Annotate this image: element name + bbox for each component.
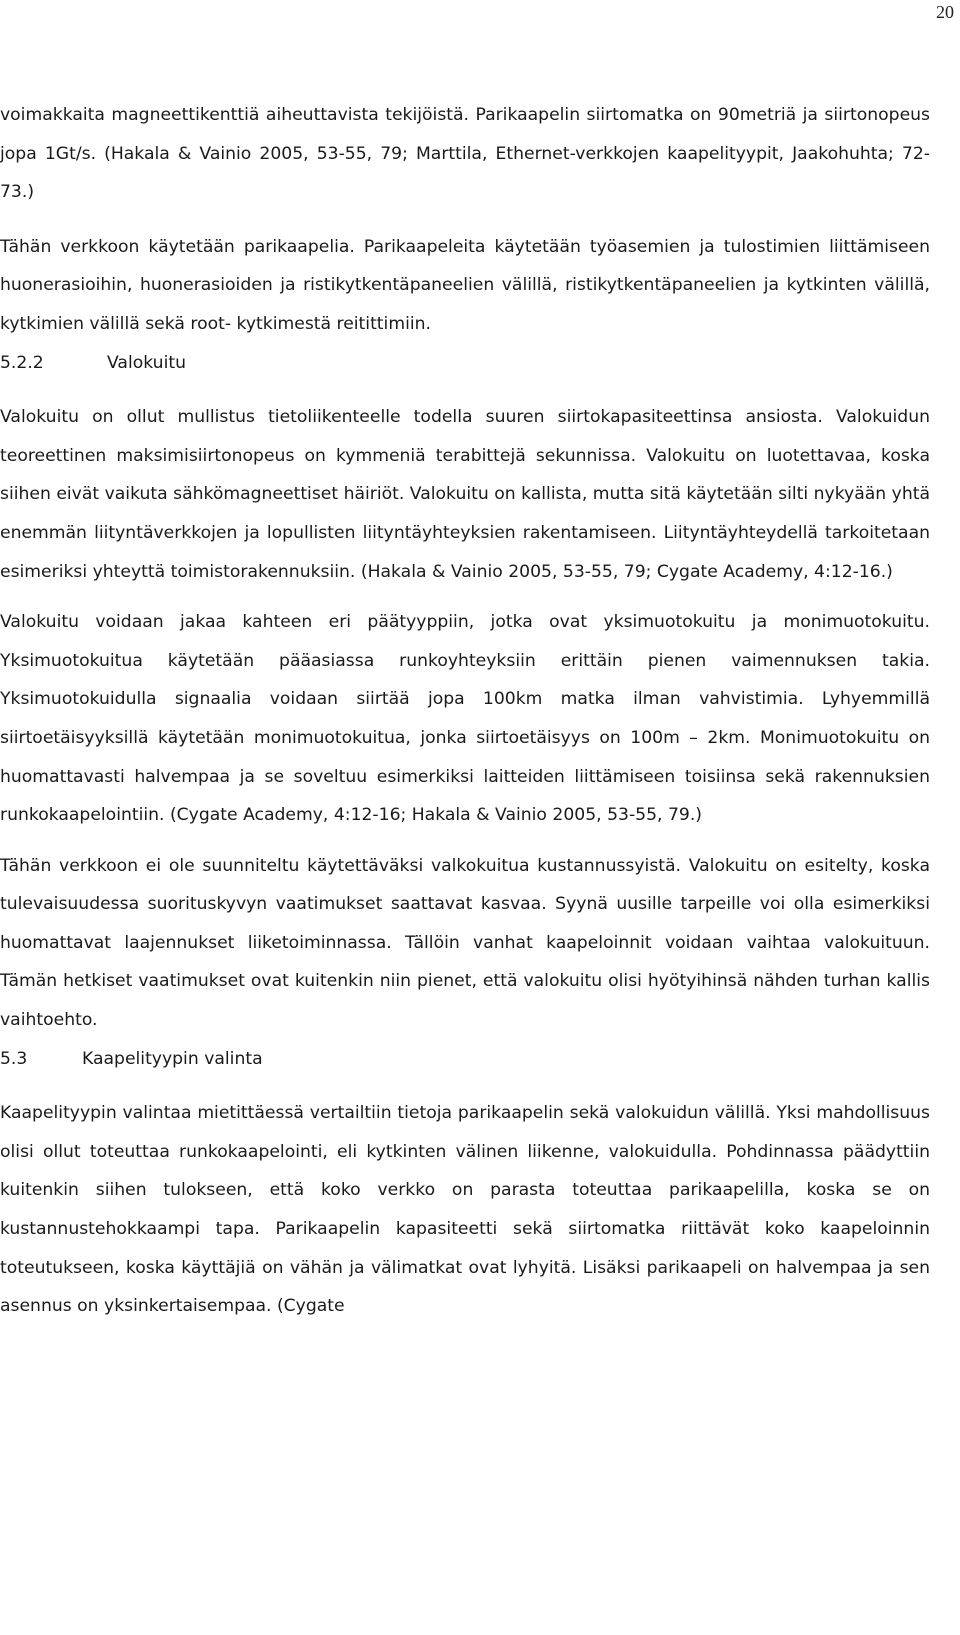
page-number: 20 bbox=[936, 2, 954, 22]
section-title: Kaapelityypin valinta bbox=[82, 1048, 263, 1069]
paragraph-valokuitu-intro: Valokuitu on ollut mullistus tietoliikenteelle todella suuren siirtokapasiteettinsa ansiosta. Valokuidun teoreettinen maksimisiirtonopeus on kymmeniä terabittejä sekunnissa. Valokuitu on luotettavaa, koska siihen eivät vaikuta sähkömagneettiset häiriöt. Valokuitu on kallista, mutta sitä käytetään silti nykyään yhtä enemmän liityntäverkkojen ja lopullisten liityntäyhteyksien rakentamiseen. Liityntäyhteydellä tarkoitetaan esimeriksi yhteyttä toimistorakennuksiin. (Hakala & Vainio 2005, 53-55, 79; Cygate Academy, 4:12-16.) bbox=[0, 407, 930, 582]
section-heading-kaapelityypin-valinta bbox=[0, 1040, 930, 1079]
section-title: Valokuitu bbox=[107, 352, 186, 373]
section-heading-valokuitu bbox=[0, 344, 930, 383]
section-number: 5.2.2 bbox=[0, 352, 44, 373]
paragraph-valokuitu-perustelu: Tähän verkkoon ei ole suunniteltu käytettäväksi valkokuitua kustannussyistä. Valokuitu on esitelty, koska tulevaisuudessa suorituskyvyn vaatimukset saattavat kasvaa. Syynä uusille tarpeille voi olla esimerkiksi huomattavat laajennukset liiketoiminnassa. Tällöin vanhat kaapeloinnit voidaan vaihtaa valokuituun. Tämän hetkiset vaatimukset ovat kuitenkin niin pienet, että valokuitu olisi hyötyihinsä nähden turhan kallis vaihtoehto. bbox=[0, 855, 930, 1031]
paragraph-valokuitu-tyypit: Valokuitu voidaan jakaa kahteen eri päätyyppiin, jotka ovat yksimuotokuitu ja monimuotokuitu. Yksimuotokuitua käytetään pääasiassa runkoyhteyksiin erittäin pienen vaimennuksen takia. Yksimuotokuidulla signaalia voidaan siirtää jopa 100km matka ilman vahvistimia. Lyhyemmillä siirtoetäisyyksillä käytetään monimuotokuitua, jonka siirtoetäisyys on 100m – 2km. Monimuotokuitu on huomattavasti halvempaa ja se soveltuu esimerkiksi laitteiden liittämiseen toisiinsa sekä rakennuksien runkokaapelointiin. (Cygate Academy, 4:12-16; Hakala & Vainio 2005, 53-55, 79.) bbox=[0, 612, 930, 826]
paragraph-parikaapeli-siirto: voimakkaita magneettikenttiä aiheuttavista tekijöistä. Parikaapelin siirtomatka on 90metriä ja siirtonopeus jopa 1Gt/s. (Hakala & Vainio 2005, 53-55, 79; Marttila, Ethernet-verkkojen kaapelityypit, Jaakohuhta; 72-73.) bbox=[0, 105, 930, 203]
paragraph-parikaapeli-kaytto: Tähän verkkoon käytetään parikaapelia. Parikaapeleita käytetään työasemien ja tulostimien liittämiseen huonerasioihin, huonerasioiden ja ristikytkentäpaneelien välillä, ristikytkentäpaneelien ja kytkinten välillä, kytkimien välillä sekä root- kytkimestä reitittimiin. bbox=[0, 236, 930, 334]
section-number: 5.3 bbox=[0, 1048, 28, 1069]
paragraph-kaapelityypin-valinta: Kaapelityypin valintaa mietittäessä vertailtiin tietoja parikaapelin sekä valokuidun välillä. Yksi mahdollisuus olisi ollut toteuttaa runkokaapelointi, eli kytkinten välinen liikenne, valokuidulla. Pohdinnassa päädyttiin kuitenkin siihen tulokseen, että koko verkko on parasta toteuttaa parikaapelilla, koska se on kustannustehokkaampi tapa. Parikaapelin kapasiteetti sekä siirtomatka riittävät koko kaapeloinnin toteutukseen, koska käyttäjiä on vähän ja välimatkat ovat lyhyitä. Lisäksi parikaapeli on halvempaa ja sen asennus on yksinkertaisempaa. (Cygate bbox=[0, 1103, 930, 1317]
body-text bbox=[0, 96, 930, 1326]
